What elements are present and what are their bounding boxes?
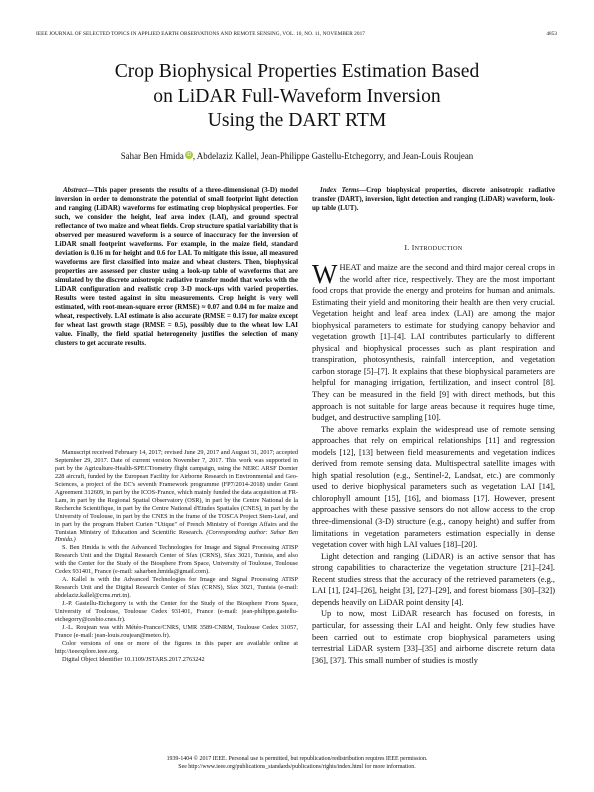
footnote-affiliation-4: J.-L. Roujean was with Météo-France/CNRS, UMR 3589-CNRM, Toulouse Cedex 31057, France (e-mail: jean-louis.roujean@meteo.fr). — [55, 623, 298, 639]
footnote-affiliation-2: A. Kallel is with the Advanced Technologies for Image and Signal Processing ATISP Research Unit and the Digital Research Center of Sfax (CRNS), Sfax 3021, Tunisia (e-mail: abdelaziz.kallel@crns.rnrt.tn). — [55, 576, 298, 600]
section-first-letter: I — [411, 243, 415, 252]
paragraph-3: Light detection and ranging (LiDAR) is an active sensor that has strong capabilities to characterize the vegetation structure [21]–[24]. Recent studies stress that the accuracy of the retrieved parameters (e.g., LAI [1], [24]–[26], height [3], [27]–[29], and forest biomass [30]–[32]) depends heavily on LiDAR point density [4]. — [312, 551, 555, 607]
other-authors: , Abdelaziz Kallel, Jean-Philippe Gastellu-Etchegorry, and Jean-Louis Roujean — [192, 151, 474, 161]
index-terms-text: —Crop biophysical properties, discrete anisotropic radiative transfer (DART), inversion, light detection and ranging (LiDAR) waveform, look-up table (LUT). — [312, 186, 555, 213]
abstract — [55, 186, 298, 348]
page-number: 4853 — [546, 31, 557, 37]
footnotes — [55, 449, 298, 664]
footnote-color: Color versions of one or more of the figures in this paper are available online at http://ieeexplore.ieee.org. — [55, 639, 298, 655]
section-title: NTRODUCTION — [414, 245, 463, 252]
abstract-text: —This paper presents the results of a three-dimensional (3-D) model inversion in order to demonstrate the potential of small footprint light detection and ranging (LiDAR) waveforms for estimating crop biophysical properties. For such, we consider the height, leaf area index (LAI), and ground spectral reflectance of two maize and wheat fields. Crop structure spatial variability that is observed per measured waveform is a source of inaccuracy for the inversion of LiDAR small footprint waveforms. For example, in the maize field, standard deviation is 0.16 m for height and 0.6 for LAI. To mitigate this issue, all measured waveforms are first classified into maize and wheat clusters. Then, biophysical properties are assessed per cluster using a look-up table of waveforms that are simulated by the discrete anisotropic radiative transfer model that works with the LiDAR configuration and realistic crop 3-D mock-ups with varied properties. Results were tested against in situ measurements. Crop height is very well estimated, with root-mean-square error (RMSE) ≈ 0.07 and 0.04 m for maize and wheat, respectively. LAI estimate is also accurate (RMSE = 0.17) for maize except for wheat last growth stage (RMSE = 0.5), possibly due to the wheat low LAI value. Finally, the field spatial heterogeneity justifies the selection of many clusters to get accurate results. — [55, 186, 298, 348]
title-line-1: Crop Biophysical Properties Estimation Based — [114, 61, 480, 82]
copyright-line-2: See http://www.ieee.org/publications_standards/publications/rights/index.html for more information. — [178, 764, 416, 771]
body-text — [312, 259, 555, 666]
title-line-2: on LiDAR Full-Waveform Inversion — [153, 85, 441, 107]
footnote-doi: Digital Object Identifier 10.1109/JSTARS.2017.2763242 — [62, 655, 205, 663]
footnote-manuscript: Manuscript received February 14, 2017; revised June 29, 2017 and August 31, 2017; accepted September 29, 2017. Date of current version November 7, 2017. This work was supported in part by the Agriculture-Health-SPECTrometry flight campaign, using the NERC ARSF Dornier 228 aircraft, funded by the European Facility for Airborne Research in Environmental and Geo-Sciences, a project of the EC's seventh Framework programme (FP7/2014-2018) under Grant Agreement 312609, in part by the ICOS-France, which mainly funded the data acquisition at FR-Lam, in part by the Regional Spatial Observatory (OSR), in part by the Centre National de la Recherche Scientifique, in part by the Centre National d'Etudes Spatiales (CNES), in part by the University of Toulouse, in part by the CNES in the frame of the TOSCA Project Stem-Leaf, and in part by the program Hubert Curien "Utique" of French Ministry of Foreign Affairs and the Tunisian Ministry of Education and Scientific Research. (Corresponding author: Sahar Ben Hmida.) — [55, 449, 298, 544]
paragraph-1: WHEAT and maize are the second and third major cereal crops in the world after rice, respectively. They are the most important food crops that provide the energy and proteins for human and animals. Estimating their yield and monitoring their health are then very crucial. Vegetation height and leaf area index (LAI) are among the major biophysical parameters to estimate for studying canopy behavior and vegetation growth [1]–[4]. LAI contributes particularly to different physical and biophysical processes such as plant respiration and transpiration, photosynthesis, rainfall interception, and vegetation carbon storage [5]–[7]. It explains that these biophysical parameters are helpful for managing irrigation, fertilization, and insect control [8]. They can be measured in the field [9] with direct methods, but this approach is not suitable for large areas because it requires huge time, budget, and destructive sampling [10]. — [312, 259, 555, 423]
drop-cap: W — [312, 259, 338, 289]
paper-title — [40, 60, 554, 134]
copyright-notice — [40, 755, 554, 772]
orcid-icon[interactable]: iD — [186, 152, 192, 158]
paragraph-4: Up to now, most LiDAR research has focused on forests, in particular, for assessing their LAI and height. Only few studies have been carried out to estimate crop biophysical parameters using terrestrial LiDAR system [33]–[35] and airborne discrete return data [36], [37]. This small number of studies is mostly — [312, 609, 555, 665]
index-terms — [312, 186, 555, 213]
copyright-line-1: 1939-1404 © 2017 IEEE. Personal use is permitted, but republication/redistribution requires IEEE permission. — [166, 756, 428, 762]
footnote-affiliation-1: S. Ben Hmida is with the Advanced Technologies for Image and Signal Processing ATISP Research Unit and the Digital Research Center of Sfax (CRNS), Sfax 3021, Tunisia, and also with the Center for the Study of the Biosphere From Space, University of Toulouse, Toulouse Cedex 931401, France (e-mail: saharben.hmida@gmail.com). — [55, 544, 298, 576]
author-list — [40, 151, 554, 161]
footnote-affiliation-3: J.-P. Gastellu-Etchegorry is with the Center for the Study of the Biosphere From Space, University of Toulouse, Toulouse Cedex 931401, France (e-mail: jean-philippe.gastellu-etchegorry@cesbio.cnes.fr). — [55, 600, 298, 624]
corresponding-author: (Corresponding author: Sahar Ben Hmida.) — [55, 528, 298, 544]
index-terms-label: Index Terms — [320, 186, 360, 194]
section-number: I. — [404, 243, 410, 252]
paragraph-2: The above remarks explain the widespread use of remote sensing approaches that rely on empirical relationships [11] and regression models [12], [13] between field measurements and vegetation indices derived from remote sensing data. Multispectral satellite images with high spatial resolution (e.g., Sentinel-2, Landsat, etc.) are commonly used to derive biophysical parameters such as vegetation LAI [14], chlorophyll amount [15], [16], and biomass [17]. However, present approaches with these passive sensors do not allow access to the crop three-dimensional (3-D) structure (e.g., canopy height) and suffer from limitations in vegetation parameters estimation especially in dense vegetation cover with high LAI values [18]–[20]. — [312, 424, 555, 550]
title-line-3: Using the DART RTM — [207, 110, 387, 131]
running-head: IEEE JOURNAL OF SELECTED TOPICS IN APPLIED EARTH OBSERVATIONS AND REMOTE SENSING, VOL. 10, NO. 11, NOVEMBER 2017 — [36, 31, 365, 37]
section-heading — [312, 243, 555, 252]
first-author: Sahar Ben Hmida — [120, 151, 184, 161]
abstract-label: Abstract — [63, 186, 87, 194]
